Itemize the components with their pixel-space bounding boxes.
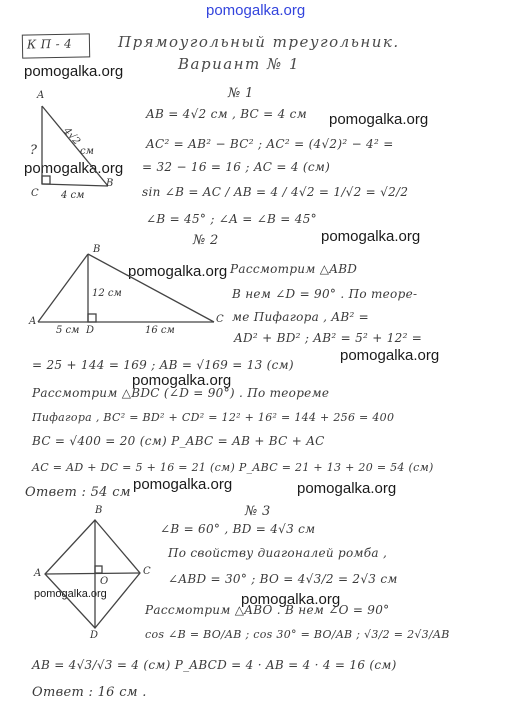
problem-2-line-8: BC = √400 = 20 (см) P_ABC = AB + BC + AC xyxy=(32,434,325,448)
watermark: pomogalka.org xyxy=(132,372,232,389)
problem-2-line-6: Рассмотрим △BDC (∠D = 90°) . По теореме xyxy=(32,386,330,400)
vertex-label-b: B xyxy=(106,178,114,189)
vertex-label-b: B xyxy=(95,505,103,516)
vertex-label-a: A xyxy=(29,316,37,327)
unknown-side-mark: ? xyxy=(30,143,37,158)
problem-3-line-4: Рассмотрим △ABO . В нем ∠O = 90° xyxy=(145,603,390,617)
worksheet-title: Прямоугольный треугольник. xyxy=(118,33,400,51)
problem-3-line-1: ∠B = 60° , BD = 4√3 см xyxy=(160,522,316,536)
task-badge-label: К П - 4 xyxy=(26,36,73,52)
vertex-label-d: D xyxy=(90,630,99,641)
base-length-label: 4 см xyxy=(61,190,85,201)
problem-3-number: № 3 xyxy=(245,504,271,519)
problem-3-line-3: ∠ABD = 30° ; BO = 4√3/2 = 2√3 см xyxy=(168,572,398,586)
variant-label: Вариант № 1 xyxy=(178,55,301,73)
problem-2-line-7: Пифагора , BC² = BD² + CD² = 12² + 16² = 144 + 256 = 400 xyxy=(32,411,395,424)
problem-3-line-6: AB = 4√3/√3 = 4 (см) P_ABCD = 4 · AB = 4 · 4 = 16 (см) xyxy=(32,658,397,672)
problem-2-line-1: Рассмотрим △ABD xyxy=(230,262,358,276)
watermark: pomogalka.org xyxy=(321,228,421,245)
vertex-label-a: A xyxy=(37,90,45,101)
problem-2-line-3: ме Пифагора , AB² = xyxy=(232,310,370,324)
vertex-label-b: B xyxy=(93,244,101,255)
problem-1-number: № 1 xyxy=(228,86,254,101)
watermark: pomogalka.org xyxy=(133,476,233,493)
vertex-label-a: A xyxy=(34,568,42,579)
watermark-top[interactable]: pomogalka.org xyxy=(206,2,306,19)
hypotenuse-unit: см xyxy=(80,146,94,157)
watermark: pomogalka.org xyxy=(34,588,107,600)
vertex-label-c: C xyxy=(143,566,151,577)
triangle-abd-figure xyxy=(38,254,214,322)
problem-1-line-4: sin ∠B = AC / AB = 4 / 4√2 = 1/√2 = √2/2 xyxy=(142,185,409,199)
problem-2-line-4: AD² + BD² ; AB² = 5² + 12² = xyxy=(234,331,423,345)
watermark: pomogalka.org xyxy=(24,63,124,80)
watermark: pomogalka.org xyxy=(128,263,228,280)
problem-1-line-2: AC² = AB² − BC² ; AC² = (4√2)² − 4² = xyxy=(146,137,394,151)
watermark: pomogalka.org xyxy=(340,347,440,364)
problem-2-line-2: В нем ∠D = 90° . По теоре- xyxy=(232,287,418,301)
watermark: pomogalka.org xyxy=(297,480,397,497)
problem-3-line-2: По свойству диагоналей ромба , xyxy=(168,546,388,560)
problem-2-line-5: = 25 + 144 = 169 ; AB = √169 = 13 (см) xyxy=(32,358,294,372)
problem-2-answer: Ответ : 54 см xyxy=(25,485,131,500)
vertex-label-c: C xyxy=(31,188,39,199)
vertex-label-d: D xyxy=(86,325,95,336)
center-label-o: O xyxy=(100,576,109,587)
problem-3-line-5: cos ∠B = BO/AB ; cos 30° = BO/AB ; √3/2 = 2√3/AB xyxy=(145,628,450,641)
segment-ad-label: 5 см xyxy=(56,325,80,336)
problem-2-line-9: AC = AD + DC = 5 + 16 = 21 (см) P_ABC = 21 + 13 + 20 = 54 (см) xyxy=(32,461,434,474)
problem-1-line-3: = 32 − 16 = 16 ; AC = 4 (см) xyxy=(142,160,331,174)
segment-dc-label: 16 см xyxy=(145,325,175,336)
problem-1-line-5: ∠B = 45° ; ∠A = ∠B = 45° xyxy=(146,212,317,226)
problem-1-line-1: AB = 4√2 см , BC = 4 см xyxy=(146,107,307,121)
problem-3-answer: Ответ : 16 см . xyxy=(32,685,147,700)
height-label: 12 см xyxy=(92,288,122,299)
vertex-label-c: C xyxy=(216,314,224,325)
hypotenuse-label: 4√2 xyxy=(61,125,83,148)
rhombus-abcd-figure xyxy=(45,520,140,628)
watermark: pomogalka.org xyxy=(329,111,429,128)
watermark: pomogalka.org xyxy=(241,591,341,608)
problem-2-number: № 2 xyxy=(193,233,219,248)
watermark: pomogalka.org xyxy=(24,160,124,177)
